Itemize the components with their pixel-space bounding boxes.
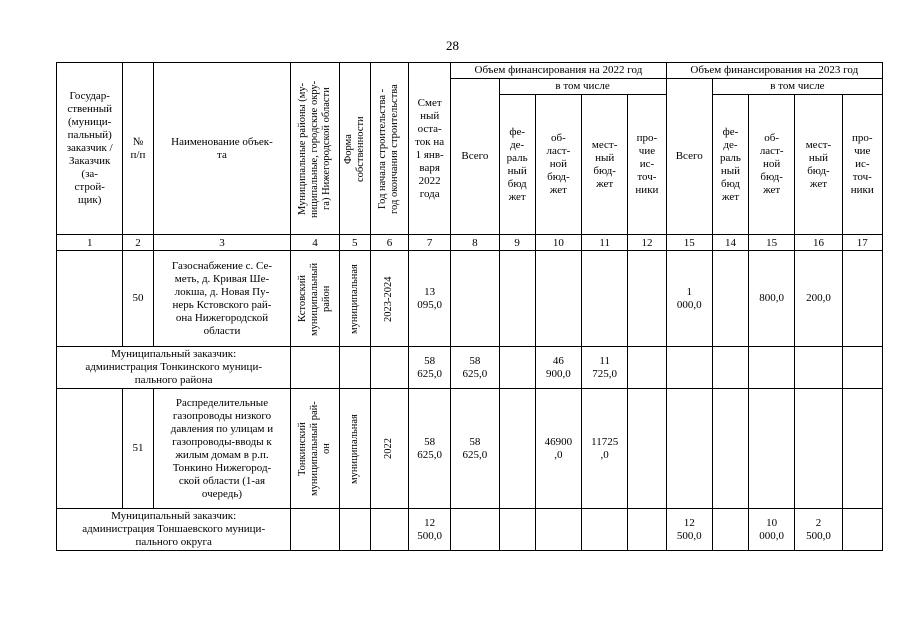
header-customer: Государ- ственный (муници- пальный) заказчик / Заказчик (за- строй- щик) (57, 63, 123, 235)
col-number: 9 (499, 235, 535, 251)
summary-row (57, 347, 883, 389)
federal-2023 (712, 251, 748, 347)
col-number: 3 (153, 235, 291, 251)
table-row (57, 389, 883, 509)
total-2023 (666, 347, 712, 389)
header-other-2023: про- чие ис- точ- ники (842, 95, 882, 235)
local-2023 (795, 347, 842, 389)
page-number: 28 (446, 38, 459, 53)
regional-2023: 800,0 (749, 251, 795, 347)
summary-label: Муниципальный заказчик: администрация Тоншаевского муници- пального округа (57, 509, 291, 551)
local-2022 (582, 251, 628, 347)
col-number: 15 (666, 235, 712, 251)
regional-2023 (749, 389, 795, 509)
years (370, 509, 408, 551)
total-2023: 1 000,0 (666, 251, 712, 347)
object-name: Газоснабжение с. Се- меть, д. Кривая Ше- локша, д. Новая Пу- нерь Кстовского рай- она Нижегородской области (153, 251, 291, 347)
header-years: Год начала строительства - год окончания строительства (370, 63, 408, 235)
header-regional-2022: об- ласт- ной бюд- жет (535, 95, 581, 235)
header-other-2022: про- чие ис- точ- ники (628, 95, 666, 235)
other-2022 (628, 389, 666, 509)
district: Тонкинский муниципальный рай- он (291, 389, 339, 509)
federal-2023 (712, 389, 748, 509)
col-number: 8 (451, 235, 499, 251)
federal-2022 (499, 389, 535, 509)
total-2023 (666, 389, 712, 509)
local-2023: 200,0 (795, 251, 842, 347)
local-2023: 2 500,0 (795, 509, 842, 551)
federal-2023 (712, 509, 748, 551)
total-2022: 58 625,0 (451, 389, 499, 509)
col-number: 17 (842, 235, 882, 251)
header-fin-2023: Объем финансирования на 2023 год (666, 63, 882, 79)
regional-2023 (749, 347, 795, 389)
regional-2022: 46900 ,0 (535, 389, 581, 509)
header-total-2023: Всего (666, 79, 712, 235)
local-2022: 11 725,0 (582, 347, 628, 389)
other-2023 (842, 347, 882, 389)
col-number: 1 (57, 235, 123, 251)
years (370, 347, 408, 389)
years: 2023-2024 (370, 251, 408, 347)
object-name: Распределительные газопроводы низкого давления по улицам и газопроводы-вводы к жилым домам в р.п. Тонкино Нижегород- ской области (1-ая очередь) (153, 389, 291, 509)
header-districts: Муниципальные районы (му- ниципальные, городские окру- га) Нижегородской области (291, 63, 339, 235)
header-fin-2022: Объем финансирования на 2022 год (451, 63, 666, 79)
estimate: 58 625,0 (409, 389, 451, 509)
customer-cell (57, 251, 123, 347)
total-2022: 58 625,0 (451, 347, 499, 389)
district: Кстовский муниципальный район (291, 251, 339, 347)
district (291, 509, 339, 551)
summary-label: Муниципальный заказчик: администрация Тонкинского муници- пального района (57, 347, 291, 389)
federal-2022 (499, 347, 535, 389)
total-2023: 12 500,0 (666, 509, 712, 551)
ownership (339, 347, 370, 389)
total-2022 (451, 509, 499, 551)
header-regional-2023: об- ласт- ной бюд- жет (749, 95, 795, 235)
regional-2023: 10 000,0 (749, 509, 795, 551)
header-local-2023: мест- ный бюд- жет (795, 95, 842, 235)
table-row (57, 251, 883, 347)
other-2023 (842, 251, 882, 347)
estimate: 58 625,0 (409, 347, 451, 389)
local-2022 (582, 509, 628, 551)
federal-2022 (499, 509, 535, 551)
col-number: 12 (628, 235, 666, 251)
header-local-2022: мест- ный бюд- жет (582, 95, 628, 235)
row-number: 50 (123, 251, 153, 347)
col-number: 7 (409, 235, 451, 251)
col-number: 5 (339, 235, 370, 251)
col-number: 11 (582, 235, 628, 251)
ownership: муниципальная (339, 251, 370, 347)
ownership: муниципальная (339, 389, 370, 509)
col-number: 10 (535, 235, 581, 251)
other-2022 (628, 347, 666, 389)
other-2022 (628, 509, 666, 551)
header-ownership: Форма собственности (339, 63, 370, 235)
other-2022 (628, 251, 666, 347)
header-total-2022: Всего (451, 79, 499, 235)
other-2023 (842, 509, 882, 551)
estimate: 12 500,0 (409, 509, 451, 551)
regional-2022 (535, 509, 581, 551)
regional-2022 (535, 251, 581, 347)
total-2022 (451, 251, 499, 347)
local-2022: 11725 ,0 (582, 389, 628, 509)
col-number: 15 (749, 235, 795, 251)
years: 2022 (370, 389, 408, 509)
header-including-2022: в том числе (499, 79, 666, 95)
row-number: 51 (123, 389, 153, 509)
header-name: Наименование объек- та (153, 63, 291, 235)
header-estimate: Смет ный оста- ток на 1 янв- варя 2022 года (409, 63, 451, 235)
col-number: 4 (291, 235, 339, 251)
header-num: № п/п (123, 63, 153, 235)
local-2023 (795, 389, 842, 509)
col-number: 16 (795, 235, 842, 251)
federal-2023 (712, 347, 748, 389)
col-number: 14 (712, 235, 748, 251)
federal-2022 (499, 251, 535, 347)
regional-2022: 46 900,0 (535, 347, 581, 389)
col-number: 2 (123, 235, 153, 251)
header-including-2023: в том числе (712, 79, 882, 95)
summary-row (57, 509, 883, 551)
district (291, 347, 339, 389)
other-2023 (842, 389, 882, 509)
estimate: 13 095,0 (409, 251, 451, 347)
financing-table (56, 62, 883, 551)
header-federal-2022: фе- де- раль ный бюд жет (499, 95, 535, 235)
header-federal-2023: фе- де- раль ный бюд жет (712, 95, 748, 235)
col-number: 6 (370, 235, 408, 251)
ownership (339, 509, 370, 551)
customer-cell (57, 389, 123, 509)
